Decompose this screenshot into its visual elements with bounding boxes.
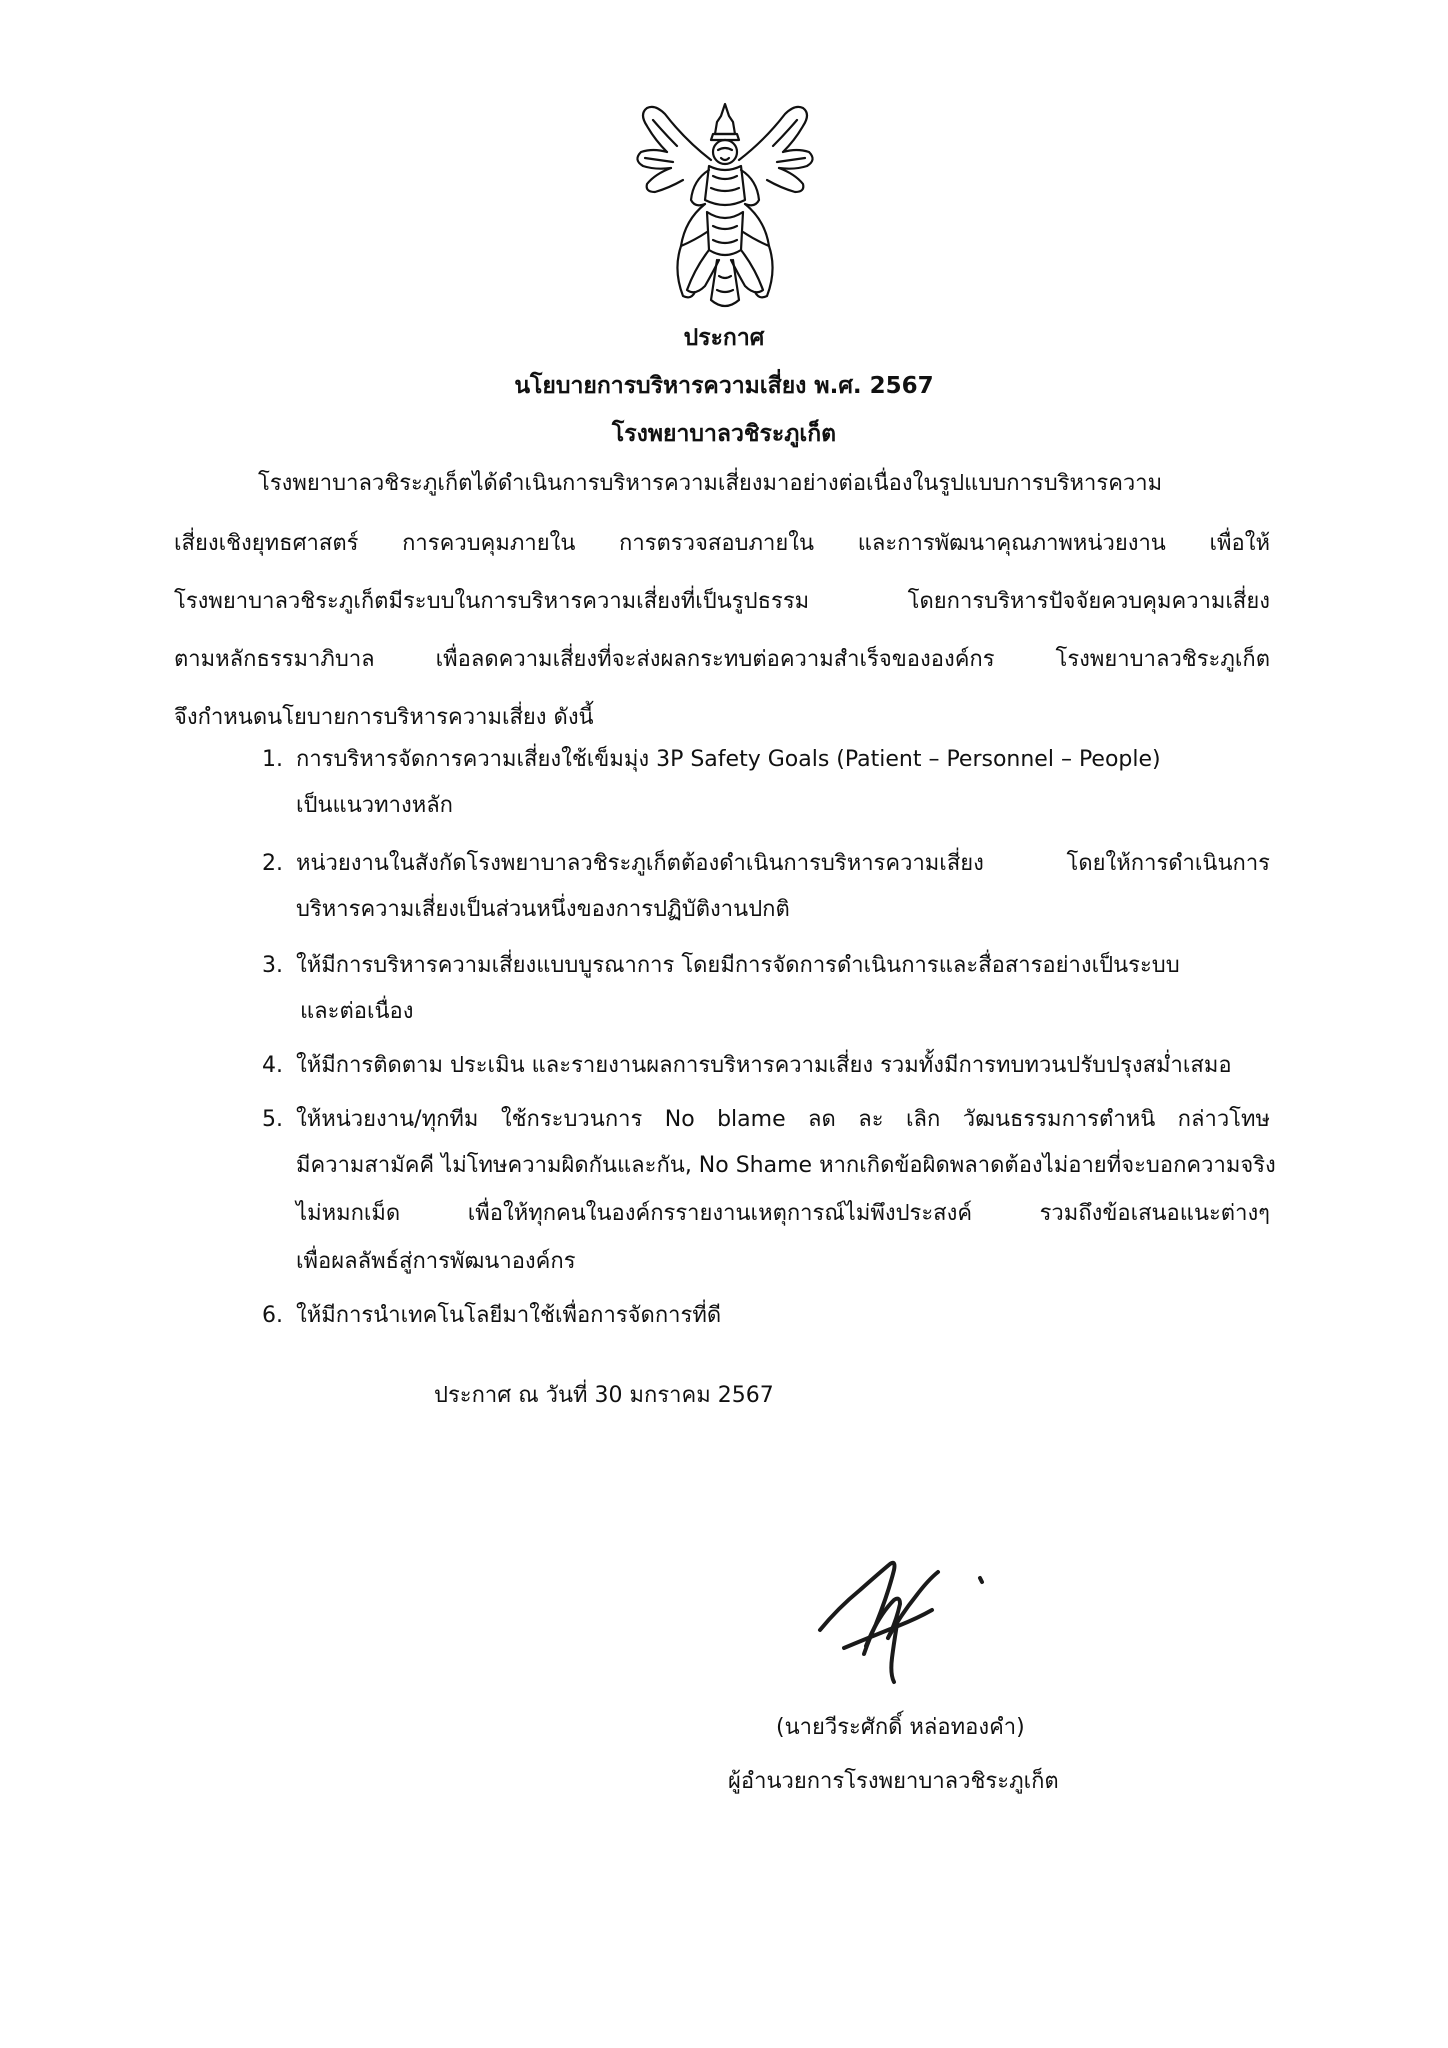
handwritten-signature	[808, 1538, 1008, 1688]
document-title: ประกาศ	[683, 325, 765, 351]
policy-line: บริหารความเสี่ยงเป็นส่วนหนึ่งของการปฏิบัติงานปกติ	[296, 897, 790, 922]
policy-line: หน่วยงานในสังกัดโรงพยาบาลวชิระภูเก็ตต้องดำเนินการบริหารความเสี่ยง โดยให้การดำเนินการ	[296, 851, 1270, 876]
policy-number: 3.	[262, 953, 283, 978]
policy-line: ให้มีการบริหารความเสี่ยงแบบบูรณาการ โดยมีการจัดการดำเนินการและสื่อสารอย่างเป็นระบบ	[296, 953, 1180, 978]
policy-number: 5.	[262, 1107, 283, 1132]
policy-number: 6.	[262, 1303, 283, 1328]
policy-line: และต่อเนื่อง	[300, 999, 414, 1024]
announcement-date: ประกาศ ณ วันที่ 30 มกราคม 2567	[434, 1383, 774, 1408]
policy-line: ไม่หมกเม็ด เพื่อให้ทุกคนในองค์กรรายงานเหตุการณ์ไม่พึงประสงค์ รวมถึงข้อเสนอแนะต่างๆ	[296, 1201, 1270, 1226]
policy-line: ให้มีการติดตาม ประเมิน และรายงานผลการบริหารความเสี่ยง รวมทั้งมีการทบทวนปรับปรุงสม่ำเสมอ	[296, 1053, 1232, 1078]
document-organization: โรงพยาบาลวชิระภูเก็ต	[611, 421, 837, 447]
intro-line: โรงพยาบาลวชิระภูเก็ตได้ดำเนินการบริหารความเสี่ยงมาอย่างต่อเนื่องในรูปแบบการบริหารความ	[258, 471, 1163, 496]
policy-line: มีความสามัคคี ไม่โทษความผิดกันและกัน, No Shame หากเกิดข้อผิดพลาดต้องไม่อายที่จะบอกความจริง	[296, 1153, 1276, 1178]
intro-line: ตามหลักธรรมาภิบาล เพื่อลดความเสี่ยงที่จะส่งผลกระทบต่อความสำเร็จขององค์กร โรงพยาบาลวชิระภูเก็ต	[174, 647, 1270, 672]
intro-line: เสี่ยงเชิงยุทธศาสตร์ การควบคุมภายใน การตรวจสอบภายใน และการพัฒนาคุณภาพหน่วยงาน เพื่อให้	[174, 531, 1270, 556]
garuda-emblem-icon	[624, 100, 826, 314]
policy-line: เป็นแนวทางหลัก	[296, 793, 453, 818]
policy-number: 1.	[262, 747, 283, 772]
document-subject: นโยบายการบริหารความเสี่ยง พ.ศ. 2567	[514, 373, 934, 399]
policy-number: 2.	[262, 851, 283, 876]
signatory-name: (นายวีระศักดิ์ หล่อทองคำ)	[776, 1715, 1025, 1740]
policy-line: การบริหารจัดการความเสี่ยงใช้เข็มมุ่ง 3P Safety Goals (Patient – Personnel – People)	[296, 747, 1161, 772]
policy-line: เพื่อผลลัพธ์สู่การพัฒนาองค์กร	[296, 1249, 576, 1274]
policy-number: 4.	[262, 1053, 283, 1078]
intro-line: โรงพยาบาลวชิระภูเก็ตมีระบบในการบริหารความเสี่ยงที่เป็นรูปธรรม โดยการบริหารปัจจัยควบคุมความเสี่ยง	[174, 589, 1270, 614]
intro-line: จึงกำหนดนโยบายการบริหารความเสี่ยง ดังนี้	[174, 705, 594, 730]
policy-line: ให้หน่วยงาน/ทุกทีม ใช้กระบวนการ No blame ลด ละ เลิก วัฒนธรรมการตำหนิ กล่าวโทษ	[296, 1107, 1270, 1132]
signatory-position: ผู้อำนวยการโรงพยาบาลวชิระภูเก็ต	[728, 1769, 1059, 1794]
policy-line: ให้มีการนำเทคโนโลยีมาใช้เพื่อการจัดการที่ดี	[296, 1303, 722, 1328]
